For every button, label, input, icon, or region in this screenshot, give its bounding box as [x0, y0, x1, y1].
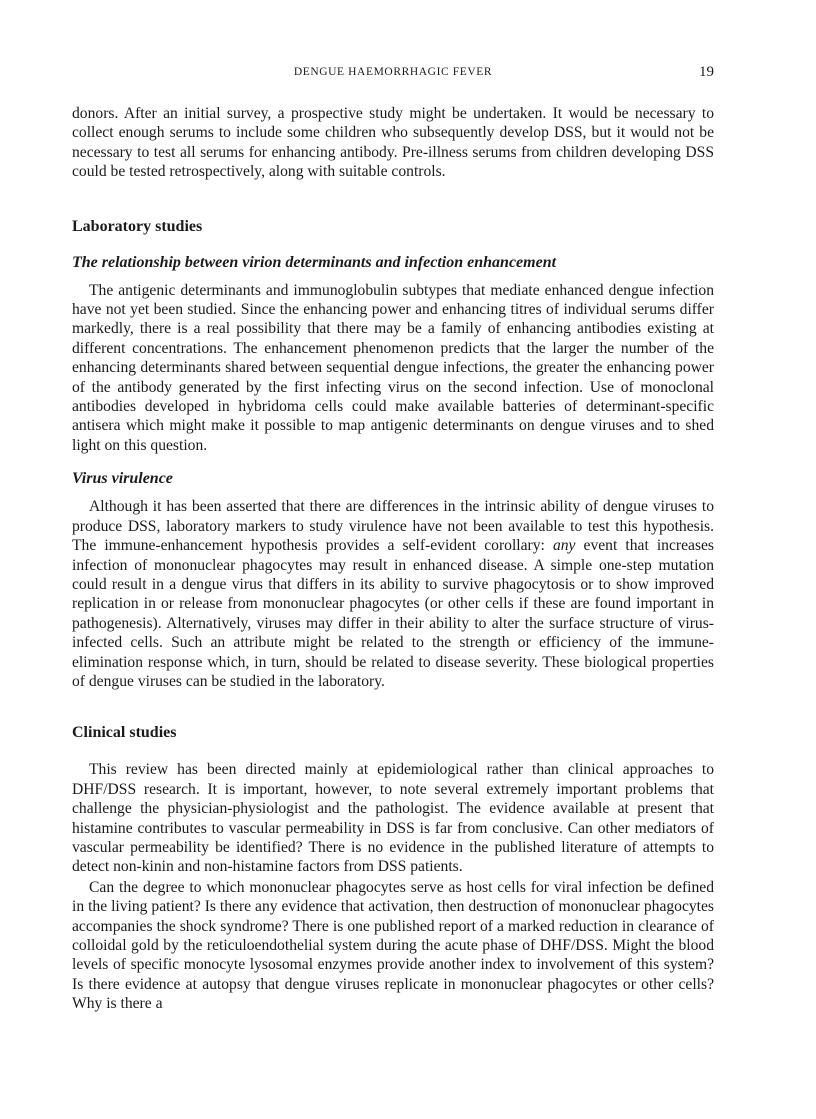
intro-paragraph: donors. After an initial survey, a prospective study might be undertaken. It would be necessary to collect enough serums to include some children who subsequently develop DSS, but it would not be necessary to test all serums for enhancing antibody. Pre-illness serums from children developing DSS could be tested retrospectively, along with suitable controls.: [72, 105, 714, 181]
page-header: [72, 62, 714, 90]
subsection-heading-virion: The relationship between virion determinants and infection enhancement: [72, 253, 557, 271]
virion-paragraph: The antigenic determinants and immunoglobulin subtypes that mediate enhanced dengue infection have not yet been studied. Since the enhancing power and enhancing titres of individual serums differ markedly, there is a real possibility that there may be a family of enhancing antibodies existing at different concentrations. The enhancement phenomenon predicts that the larger the number of the enhancing determinants shared between sequential dengue infections, the greater the enhancing power of the antibody generated by the first infecting virus on the second infection. Use of monoclonal antibodies developed in hybridoma cells could make available batteries of determinant-specific antisera which might make it possible to map antigenic determinants on dengue viruses and to shed light on this question.: [72, 281, 714, 454]
virulence-text-start: Although it has been asserted that there are differences in the intrinsic ability of dengue viruses to produce DSS, laboratory markers to study virulence have not been available to test this hypothesis. The immune-enhancement hypothesis provides a self-evident corollary:: [72, 498, 714, 555]
page-number: 19: [699, 64, 714, 80]
virulence-text-end: event that increases infection of mononuclear phagocytes may result in enhanced disease. A simple one-step mutation could result in a dengue virus that differs in its ability to survive phagocytosis or to show improved replication in or release from mononuclear phagocytes (or other cells if these are found important in pathogenesis). Alternatively, viruses may differ in their ability to alter the surface structure of virus-infected cells. Such an attribute might be related to the strength or efficiency of the immune-elimination response which, in turn, should be related to disease severity. These biological properties of dengue viruses can be studied in the laboratory.: [72, 537, 714, 690]
page: [72, 62, 714, 1014]
virulence-emphasis: any: [552, 537, 576, 555]
subsection-heading-virulence: Virus virulence: [72, 470, 173, 488]
virulence-paragraph: [72, 497, 714, 691]
section-heading-clinical: Clinical studies: [72, 724, 177, 742]
clinical-paragraph-2: Can the degree to which mononuclear phagocytes serve as host cells for viral infection be defined in the living patient? Is there any evidence that activation, then destruction of mononuclear phagocytes accompanies the shock syndrome? There is one published report of a marked reduction in clearance of colloidal gold by the reticuloendothelial system during the acute phase of DHF/DSS. Might the blood levels of specific monocyte lysosomal enzymes provide another index to involvement of this system? Is there evidence at autopsy that dengue viruses replicate in mononuclear phagocytes or other cells? Why is there a: [72, 878, 714, 1013]
section-heading-laboratory: Laboratory studies: [72, 217, 203, 235]
clinical-paragraph-1: This review has been directed mainly at epidemiological rather than clinical approaches to DHF/DSS research. It is important, however, to note several extremely important problems that challenge the physician-physiologist and the pathologist. The evidence available at present that histamine contributes to vascular permeability in DSS is far from conclusive. Can other mediators of vascular permeability be identified? There is no evidence in the published literature of attempts to detect non-kinin and non-histamine factors from DSS patients.: [72, 761, 714, 876]
running-head: DENGUE HAEMORRHAGIC FEVER: [293, 66, 493, 78]
